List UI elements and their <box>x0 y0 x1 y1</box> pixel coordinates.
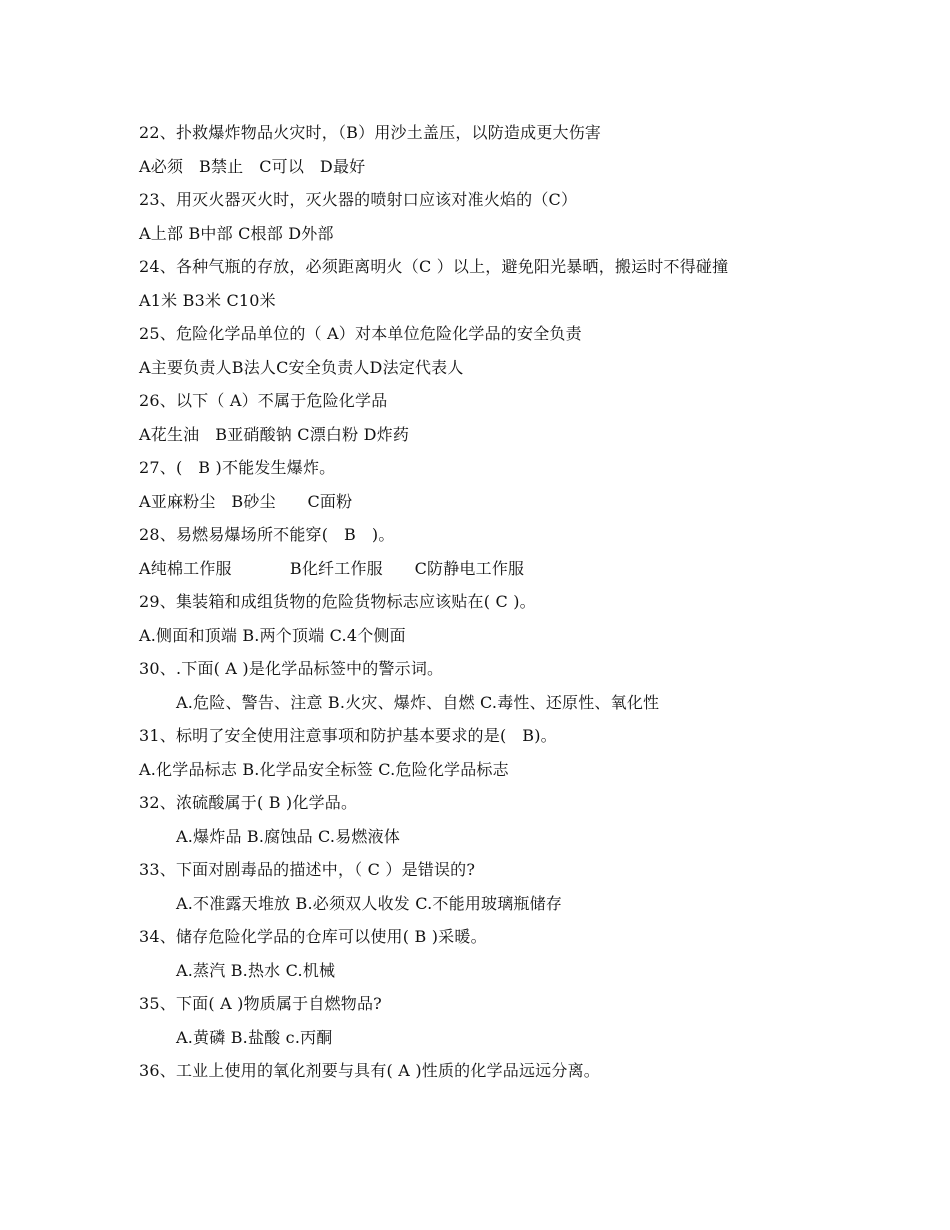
question-text: 22、扑救爆炸物品火灾时，（B）用沙土盖压，以防造成更大伤害 <box>139 123 602 142</box>
answer-options: A亚麻粉尘 B砂尘 C面粉 <box>139 491 353 511</box>
question-text: 32、浓硫酸属于( B )化学品。 <box>139 793 358 812</box>
answer-options: A上部 B中部 C根部 D外部 <box>139 223 334 243</box>
answer-options: A花生油 B亚硝酸钠 C漂白粉 D炸药 <box>139 424 410 444</box>
answer-options: A.爆炸品 B.腐蚀品 C.易燃液体 <box>176 826 401 846</box>
question-text: 34、储存危险化学品的仓库可以使用( B )采暖。 <box>139 927 487 946</box>
question-text: 35、下面( A )物质属于自燃物品? <box>139 994 382 1013</box>
answer-options: A纯棉工作服 B化纤工作服 C防静电工作服 <box>139 558 525 578</box>
answer-options: A1米 B3米 C10米 <box>139 290 276 310</box>
answer-options: A必须 B禁止 C可以 D最好 <box>139 156 366 176</box>
question-text: 36、工业上使用的氧化剂要与具有( A )性质的化学品远远分离。 <box>139 1061 600 1080</box>
question-text: 31、标明了安全使用注意事项和防护基本要求的是( B)。 <box>139 726 557 745</box>
question-text: 33、下面对剧毒品的描述中，（ C ）是错误的? <box>139 860 476 879</box>
question-text: 24、各种气瓶的存放，必须距离明火（C ）以上，避免阳光暴晒，搬运时不得碰撞 <box>139 257 729 276</box>
answer-options: A.不准露天堆放 B.必须双人收发 C.不能用玻璃瓶储存 <box>176 893 563 913</box>
question-text: 29、集装箱和成组货物的危险货物标志应该贴在( C )。 <box>139 592 536 611</box>
question-text: 28、易燃易爆场所不能穿( B )。 <box>139 525 395 544</box>
question-text: 27、( B )不能发生爆炸。 <box>139 458 336 477</box>
answer-options: A.化学品标志 B.化学品安全标签 C.危险化学品标志 <box>139 759 509 779</box>
question-text: 25、危险化学品单位的（ A）对本单位危险化学品的安全负责 <box>139 324 582 343</box>
question-text: 26、以下（ A）不属于危险化学品 <box>139 391 388 410</box>
document-body <box>139 116 839 1088</box>
answer-options: A.侧面和顶端 B.两个顶端 C.4个侧面 <box>139 625 406 645</box>
answer-options: A.黄磷 B.盐酸 c.丙酮 <box>176 1027 333 1047</box>
answer-options: A.蒸汽 B.热水 C.机械 <box>176 960 336 980</box>
question-text: 30、.下面( A )是化学品标签中的警示词。 <box>139 659 444 678</box>
answer-options: A主要负责人B法人C安全负责人D法定代表人 <box>139 357 464 377</box>
answer-options: A.危险、警告、注意 B.火灾、爆炸、自燃 C.毒性、还原性、氧化性 <box>176 692 660 712</box>
question-text: 23、用灭火器灭火时，灭火器的喷射口应该对准火焰的（C） <box>139 190 578 209</box>
